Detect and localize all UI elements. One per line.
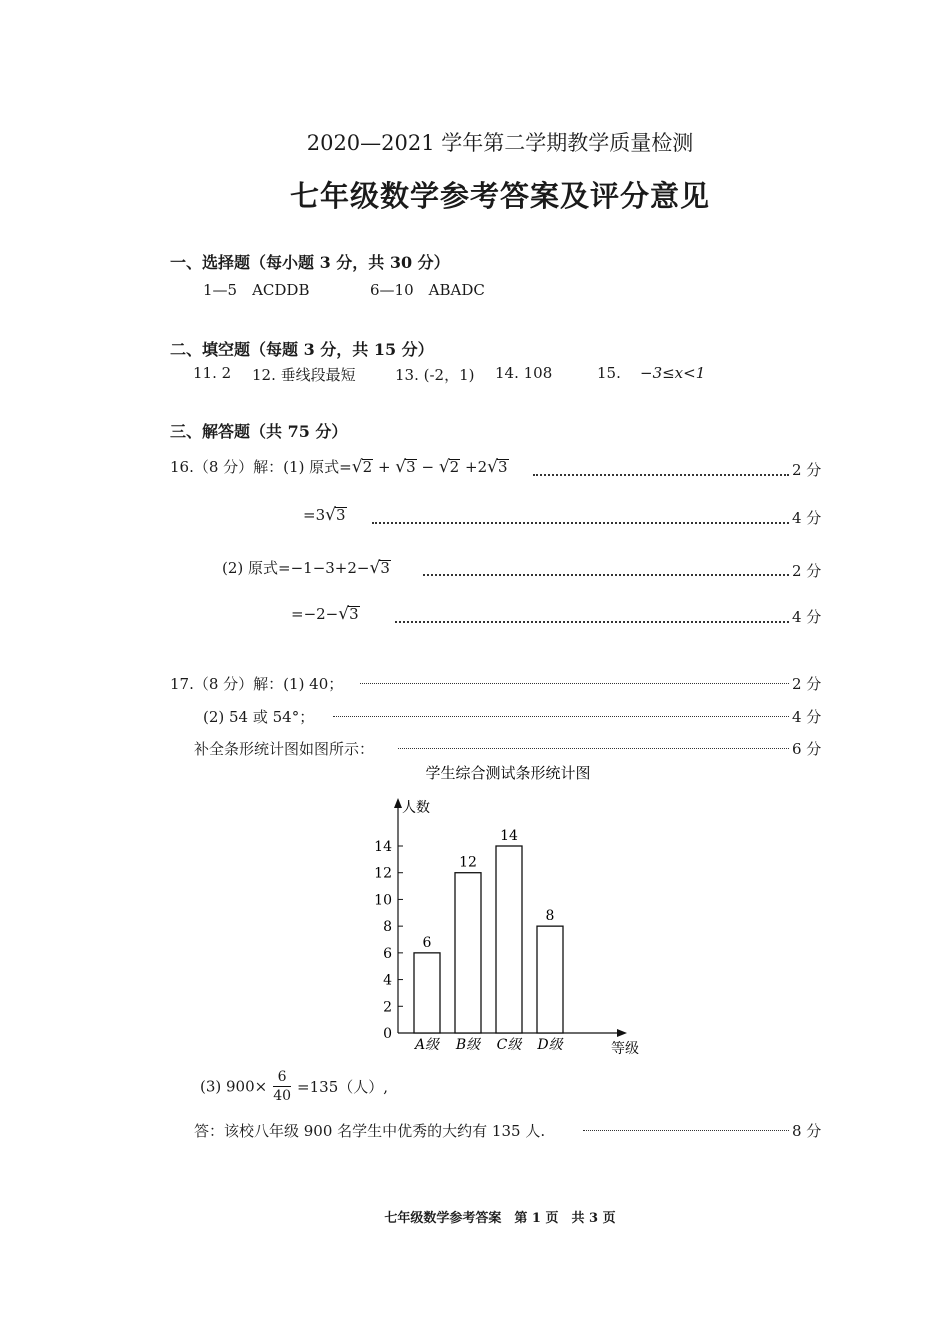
bar-chart xyxy=(340,760,660,1065)
radicand: 3 xyxy=(380,559,390,577)
q17-part2: (2) 54 或 54°； xyxy=(203,708,315,726)
q16-score-4: 4 分 xyxy=(792,608,822,626)
x-axis-arrow xyxy=(617,1029,627,1037)
fill-answer-15: −3≤x<1 xyxy=(640,364,706,382)
bar xyxy=(496,846,522,1033)
radicand: 2 xyxy=(362,458,373,476)
chart-title: 学生综合测试条形统计图 xyxy=(425,764,591,782)
section-heading-solve: 三、解答题（共 75 分） xyxy=(170,422,348,441)
q17-part1: 17.（8 分）解：(1) 40； xyxy=(170,675,344,693)
q17-score-2: 4 分 xyxy=(792,708,822,726)
operator: + xyxy=(377,458,391,476)
fill-answer-11: 11. 2 xyxy=(193,364,232,382)
x-tick-label: A级 xyxy=(414,1037,440,1053)
q17-score-4: 8 分 xyxy=(792,1122,822,1140)
dotted-leader xyxy=(333,716,789,717)
x-tick-label: C级 xyxy=(496,1037,522,1053)
q16-line-3 xyxy=(222,557,391,578)
y-axis-label: 人数 xyxy=(402,800,430,816)
q17-part3-prefix: (3) 900× xyxy=(200,1077,268,1096)
fraction xyxy=(273,1068,291,1105)
fraction-numerator: 6 xyxy=(273,1068,291,1087)
fill-answer-13: 13. (-2，1) xyxy=(395,366,475,384)
q16-part2-expr: (2) 原式=−1−3+2− xyxy=(222,559,370,577)
operator: − xyxy=(421,458,435,476)
section-heading-fill: 二、填空题（每题 3 分，共 15 分） xyxy=(170,340,434,359)
q16-score-3: 2 分 xyxy=(792,562,822,580)
dotted-leader xyxy=(372,522,789,524)
q17-score-1: 2 分 xyxy=(792,675,822,693)
bar xyxy=(537,926,563,1033)
exam-subtitle: 2020—2021 学年第二学期教学质量检测 xyxy=(306,131,694,155)
bar-data-label: 14 xyxy=(500,828,518,844)
q17-score-3: 6 分 xyxy=(792,740,822,758)
y-tick-label: 8 xyxy=(383,919,392,936)
dotted-leader xyxy=(395,621,789,623)
q16-line-1 xyxy=(170,456,509,477)
choice-answers-6-10: 6—10 ABADC xyxy=(370,281,485,299)
q17-answer: 答：该校八年级 900 名学生中优秀的大约有 135 人. xyxy=(194,1122,546,1140)
page-title: 七年级数学参考答案及评分意见 xyxy=(289,179,710,213)
y-tick-label: 2 xyxy=(383,999,392,1016)
coefficient: 2 xyxy=(477,458,488,476)
operator: + xyxy=(465,458,478,476)
bar-data-label: 8 xyxy=(545,908,555,925)
section-heading-choice: 一、选择题（每小题 3 分，共 30 分） xyxy=(170,253,450,272)
radicand: 3 xyxy=(406,458,416,476)
radicand: 3 xyxy=(497,458,508,476)
q16-result-1: =3 xyxy=(303,506,326,524)
choice-answers-1-5: 1—5 ACDDB xyxy=(203,281,310,299)
q17-part3-suffix: =135（人）, xyxy=(297,1078,389,1096)
q17-part3 xyxy=(200,1068,388,1105)
x-axis-label: 等级 xyxy=(611,1041,639,1057)
sqrt-symbol: √ xyxy=(438,457,450,477)
y-tick-label: 12 xyxy=(374,865,392,882)
radicand: 2 xyxy=(449,458,460,476)
y-tick-label: 4 xyxy=(383,972,392,989)
y-tick-label: 14 xyxy=(374,839,392,855)
x-tick-label: D级 xyxy=(537,1037,563,1053)
dotted-leader xyxy=(398,748,789,749)
q17-chart-instruction: 补全条形统计图如图所示： xyxy=(194,740,375,758)
y-tick-label: 10 xyxy=(374,892,392,909)
y-tick-label: 6 xyxy=(383,945,392,962)
q16-score-1: 2 分 xyxy=(792,461,822,479)
sqrt-symbol: √ xyxy=(351,457,363,477)
dotted-leader xyxy=(533,474,789,476)
bar-data-label: 12 xyxy=(459,854,477,871)
bar xyxy=(455,873,481,1033)
q16-result-2: =−2− xyxy=(291,605,339,623)
dotted-leader xyxy=(583,1130,789,1131)
bar-data-label: 6 xyxy=(422,934,432,951)
fill-answer-15-label: 15. xyxy=(597,364,621,382)
y-tick-label: 0 xyxy=(383,1026,392,1042)
sqrt-symbol: √ xyxy=(487,457,498,477)
fill-answer-12: 12. 垂线段最短 xyxy=(252,366,356,384)
sqrt-symbol: √ xyxy=(395,457,407,477)
bar xyxy=(414,953,440,1033)
q16-score-2: 4 分 xyxy=(792,509,822,527)
sqrt-symbol: √ xyxy=(338,604,350,624)
fraction-denominator: 40 xyxy=(273,1088,292,1104)
sqrt-symbol: √ xyxy=(325,505,336,525)
sqrt-symbol: √ xyxy=(369,558,381,578)
y-axis-arrow xyxy=(394,798,402,808)
q16-line-2 xyxy=(303,505,347,525)
radicand: 3 xyxy=(335,506,346,524)
dotted-leader xyxy=(360,683,789,684)
radicand: 3 xyxy=(349,605,359,623)
fill-answer-14: 14. 108 xyxy=(495,364,553,382)
x-tick-label: B级 xyxy=(455,1037,481,1053)
q16-prefix: 16.（8 分）解：(1) 原式= xyxy=(170,458,352,476)
dotted-leader xyxy=(423,574,789,576)
page-footer: 七年级数学参考答案 第 1 页 共 3 页 xyxy=(384,1211,616,1226)
q16-line-4 xyxy=(291,604,360,624)
